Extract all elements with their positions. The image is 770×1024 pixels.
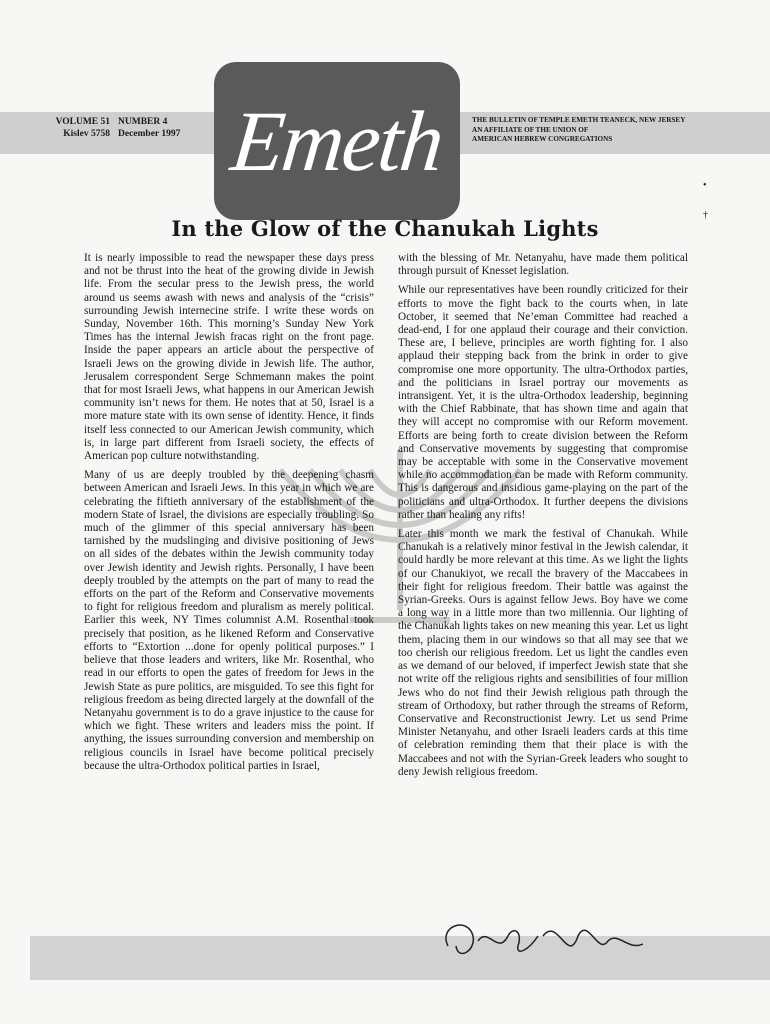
article-paragraph: Later this month we mark the festival of Chanukah. While Chanukah is a relatively minor festival in the Jewish calendar, it could hardly be more relevant at this time. As we light the lights of our Chanukiyot, we recall the bravery of the Maccabees in their fight for religious freedom. Their battle was against the Syrian-Greeks. Ours is against fellow Jews. Boy have we come a long way in a little more than two millennia. Our lighting of the Chanukah lights takes on new meaning this year. Let us light them, placing them in our windows so that all may see that we too cherish our religious freedom. Let us light the candles even as we demand of our beloved, if imperfect Jewish state that she not write off the religious rights and sensibilities of four million Jews who do not find their Jewish religious path through the stream of Orthodoxy, but rather through the streams of Reform, Conservative and Reconstructionist Jewry. Let us send Prime Minister Netanyahu, and other Israeli leaders cards at this time of celebration reminding them that their place is with the Maccabees and not with the Syrian-Greek leaders who sought to deny Jewish religious freedom. <box>398 528 688 778</box>
article-column-left <box>84 252 374 779</box>
article-paragraph: with the blessing of Mr. Netanyahu, have made them political through pursuit of Knesset legislation. <box>398 252 688 278</box>
article-paragraph: Many of us are deeply troubled by the deepening chasm between American and Israeli Jews. In this year in which we are celebrating the fiftieth anniversary of the establishment of the modern State of Israel, the divisions are especially troubling. So much of the glimmer of this special anniversary has been tarnished by the mudslinging and divisive positioning of Jews on all sides of the debates within the Jewish community today over Jewish identity and Jewish rights. Personally, I have been deeply troubled by the attempts on the part of many to read the efforts on the part of the Reform and Conservative movements to fight for religious freedom and pluralism as merely political. Earlier this week, NY Times columnist A.M. Rosenthal took precisely that position, as he likened Reform and Conservative efforts to “Extortion ...done for openly political purposes.” I believe that those leaders and writers, like Mr. Rosenthal, who read in our efforts to open the gates of freedom for Jews in the Jewish State as pure politics, are misguided. To see this fight for religious freedom as being directed largely at the downfall of the Netanyahu government is to do a grave injustice to the cause for which we fight. These writers and leaders miss the point. If anything, the issues surrounding conversion and membership on religious councils in Israel have become political precisely because the ultra-Orthodox political parties in Israel, <box>84 469 374 772</box>
bulletin-info <box>472 116 762 145</box>
bulletin-line: AN AFFILIATE OF THE UNION OF <box>472 125 589 134</box>
issue-info <box>34 116 214 140</box>
article-column-right <box>398 252 688 785</box>
hebrew-date: Kislev 5758 <box>63 129 110 139</box>
issue-number: NUMBER 4 <box>118 117 168 127</box>
margin-mark: • <box>703 180 707 191</box>
logo-text: Emeth <box>227 93 447 189</box>
article-paragraph: While our representatives have been roundly criticized for their efforts to move the fight back to the courts when, in late October, it seemed that Ne’eman Committee had reached a dead-end, I for one applaud their courage and their conviction. These are, I believe, principles are worth fighting for. I also applaud their stepping back from the brink in order to give compromise one more opportunity. The ultra-Orthodox parties, and the politicians in Israel portray our movements as intransigent. Yet, it is the ultra-Orthodox leadership, beginning with the Chief Rabbinate, that has shown time and again that they will accept no compromise with our Reform movement. Efforts are being forth to create division between the Reform and Conservative movements by suggesting that compromise may be acceptable with some in the Conservative movement while no accommodation can be made with Reform community. This is dangerous and insidious game-playing on the part of the politicians and ultra-Orthodox. It further deepens the divisions rather than healing any rifts! <box>398 284 688 521</box>
margin-mark: † <box>703 210 708 221</box>
bulletin-line: THE BULLETIN OF TEMPLE EMETH TEANECK, NEW JERSEY <box>472 116 686 124</box>
signature <box>428 906 668 976</box>
volume: VOLUME 51 <box>55 117 110 127</box>
bulletin-line: AMERICAN HEBREW CONGREGATIONS <box>472 135 613 143</box>
article-headline: In the Glow of the Chanukah Lights <box>171 216 599 241</box>
article-paragraph: It is nearly impossible to read the newspaper these days press and not be thrust into the heat of the growing divide in Jewish life. From the secular press to the Jewish press, the world around us seems awash with news and analysis of the “crisis” surrounding Jewish internecine strife. I write these words on Sunday, November 16th. This morning’s Sunday New York Times has the internal Jewish fracas right on the front page. Inside the paper appears an article about the perspective of Israeli Jews on the growing divide in Jewish life. The author, Jerusalem correspondent Serge Schmemann makes the point that for most Israeli Jews, what happens in our American Jewish community isn’t news for them. He notes that at 50, Israel is a more mature state with its own sense of identity. Hence, it finds itself less connected to our American Jewish community, which is, in large part different from Israeli society, the effects of American pop culture notwithstanding. <box>84 252 374 463</box>
issue-date: December 1997 <box>118 129 181 139</box>
emeth-logo <box>214 62 460 220</box>
